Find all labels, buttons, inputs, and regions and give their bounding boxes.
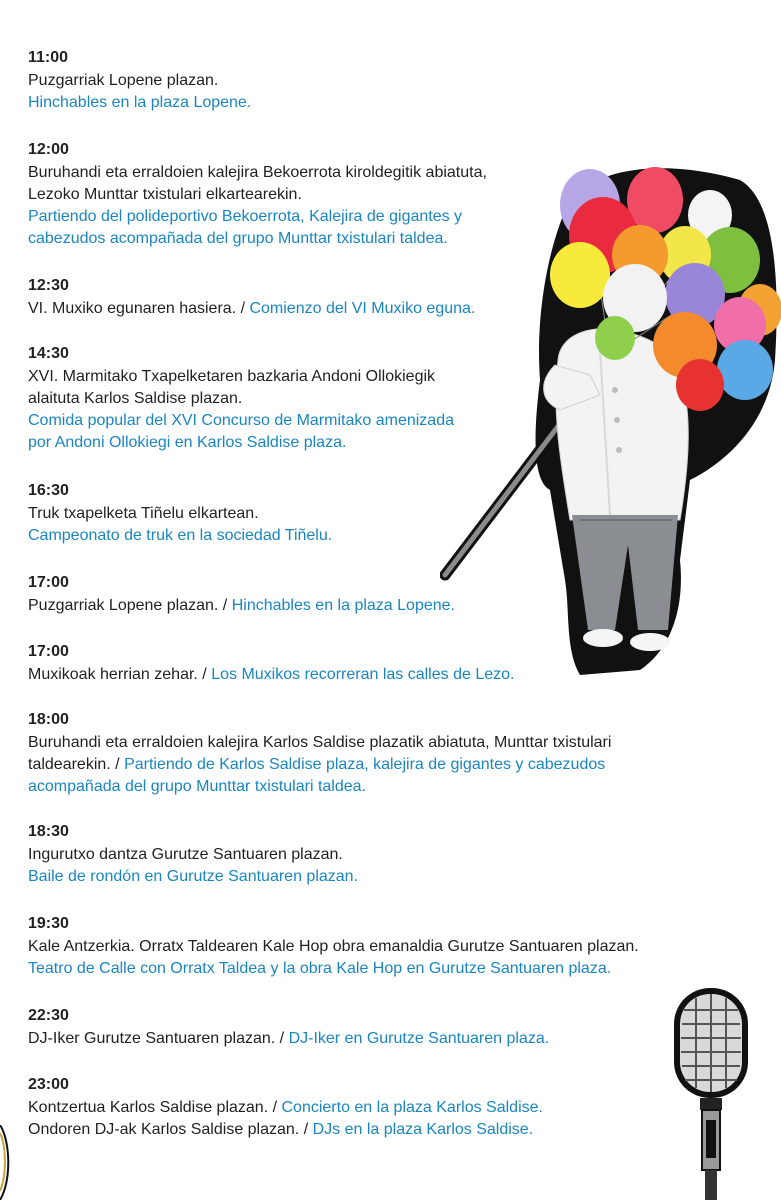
event-description-line xyxy=(28,1028,549,1050)
event-time: 18:30 xyxy=(28,823,69,840)
basque-text: Ondoren DJ-ak Karlos Saldise plazan. xyxy=(28,1121,300,1138)
basque-text: Ingurutxo dantza Gurutze Santuaren plazan. xyxy=(28,846,343,863)
schedule-event xyxy=(28,481,332,547)
spanish-text: Concierto en la plaza Karlos Saldise. xyxy=(281,1099,543,1116)
event-description-line xyxy=(28,754,611,776)
event-description-line xyxy=(28,410,454,432)
language-separator: / xyxy=(197,666,212,683)
event-description-line xyxy=(28,206,487,228)
spanish-text: Teatro de Calle con Orratx Taldea y la obra Kale Hop en Gurutze Santuaren plaza. xyxy=(28,960,612,977)
language-separator: / xyxy=(110,756,125,773)
event-description-line xyxy=(28,1097,543,1119)
schedule-event xyxy=(28,710,611,798)
event-description-line xyxy=(28,525,332,547)
event-time: 16:30 xyxy=(28,482,69,499)
basque-text: alaituta Karlos Saldise plazan. xyxy=(28,390,243,407)
basque-text: Lezoko Munttar txistulari elkartearekin. xyxy=(28,186,302,203)
spanish-text: Hinchables en la plaza Lopene. xyxy=(28,94,252,111)
event-description-line xyxy=(28,162,487,184)
basque-text: Buruhandi eta erraldoien kalejira Karlos Saldise plazatik abiatuta, Munttar txistulari xyxy=(28,734,612,751)
basque-text: Kontzertua Karlos Saldise plazan. xyxy=(28,1099,269,1116)
event-description-line xyxy=(28,432,454,454)
language-separator: / xyxy=(268,1099,282,1116)
spanish-text: cabezudos acompañada del grupo Munttar txistulari taldea. xyxy=(28,230,448,247)
event-description-line xyxy=(28,503,332,525)
basque-text: Kale Antzerkia. Orratx Taldearen Kale Hop obra emanaldia Gurutze Santuaren plazan. xyxy=(28,938,639,955)
basque-text: Puzgarriak Lopene plazan. xyxy=(28,597,219,614)
event-time: 12:30 xyxy=(28,277,69,294)
event-description-line xyxy=(28,298,475,320)
schedule-event xyxy=(28,1006,549,1050)
basque-text: VI. Muxiko egunaren hasiera. xyxy=(28,300,237,317)
balloon-vendor-illustration xyxy=(440,160,781,675)
event-description-line xyxy=(28,776,611,798)
spanish-text: Comida popular del XVI Concurso de Marmitako amenizada xyxy=(28,412,454,429)
event-description-line xyxy=(28,732,611,754)
basque-text: XVI. Marmitako Txapelketaren bazkaria Andoni Ollokiegik xyxy=(28,368,436,385)
basque-text: Truk txapelketa Tiñelu elkartean. xyxy=(28,505,259,522)
event-description-line xyxy=(28,595,455,617)
event-time: 11:00 xyxy=(28,49,69,66)
event-time: 14:30 xyxy=(28,345,69,362)
language-separator: / xyxy=(275,1030,289,1047)
event-time: 18:00 xyxy=(28,711,69,728)
language-separator: / xyxy=(299,1121,313,1138)
spanish-text: Baile de rondón en Gurutze Santuaren plazan. xyxy=(28,868,359,885)
basque-text: Muxikoak herrian zehar. xyxy=(28,666,198,683)
event-description-line xyxy=(28,1119,543,1141)
event-description-line xyxy=(28,936,639,958)
basque-text: taldearekin. xyxy=(28,756,111,773)
schedule-event xyxy=(28,1075,543,1141)
event-description-line xyxy=(28,866,358,888)
spanish-text: Campeonato de truk en la sociedad Tiñelu. xyxy=(28,527,333,544)
spanish-text: acompañada del grupo Munttar txistulari taldea. xyxy=(28,778,366,795)
schedule-event xyxy=(28,914,639,980)
event-time: 17:00 xyxy=(28,574,69,591)
language-separator: / xyxy=(218,597,232,614)
event-time: 19:30 xyxy=(28,915,69,932)
schedule-event xyxy=(28,140,487,250)
basque-text: Buruhandi eta erraldoien kalejira Bekoerrota kiroldegitik abiatuta, xyxy=(28,164,487,181)
spanish-text: DJ-Iker en Gurutze Santuaren plaza. xyxy=(288,1030,550,1047)
schedule-event xyxy=(28,573,455,617)
event-description-line xyxy=(28,958,639,980)
event-description-line xyxy=(28,70,251,92)
schedule-event xyxy=(28,48,251,114)
schedule-event xyxy=(28,276,475,320)
spanish-text: DJs en la plaza Karlos Saldise. xyxy=(312,1121,534,1138)
event-description-line xyxy=(28,844,358,866)
event-time: 22:30 xyxy=(28,1007,69,1024)
event-time: 23:00 xyxy=(28,1076,69,1093)
basque-text: Puzgarriak Lopene plazan. xyxy=(28,72,219,89)
language-separator: / xyxy=(236,300,250,317)
event-description-line xyxy=(28,366,454,388)
microphone-illustration xyxy=(660,980,760,1200)
event-description-line xyxy=(28,388,454,410)
spanish-text: por Andoni Ollokiegi en Karlos Saldise plaza. xyxy=(28,434,347,451)
schedule-event xyxy=(28,822,358,888)
spanish-text: Hinchables en la plaza Lopene. xyxy=(231,597,455,614)
event-description-line xyxy=(28,184,487,206)
schedule-event xyxy=(28,344,454,454)
event-description-line xyxy=(28,664,514,686)
spanish-text: Partiendo de Karlos Saldise plaza, kalejira de gigantes y cabezudos xyxy=(124,756,606,773)
schedule-event xyxy=(28,642,514,686)
event-description-line xyxy=(28,228,487,250)
basque-text: DJ-Iker Gurutze Santuaren plazan. xyxy=(28,1030,276,1047)
spanish-text: Partiendo del polideportivo Bekoerrota, Kalejira de gigantes y xyxy=(28,208,463,225)
spanish-text: Comienzo del VI Muxiko eguna. xyxy=(249,300,476,317)
event-time: 12:00 xyxy=(28,141,69,158)
spanish-text: Los Muxikos recorreran las calles de Lezo. xyxy=(211,666,515,683)
emblem-edge-decoration xyxy=(0,1125,12,1200)
event-description-line xyxy=(28,92,251,114)
event-time: 17:00 xyxy=(28,643,69,660)
